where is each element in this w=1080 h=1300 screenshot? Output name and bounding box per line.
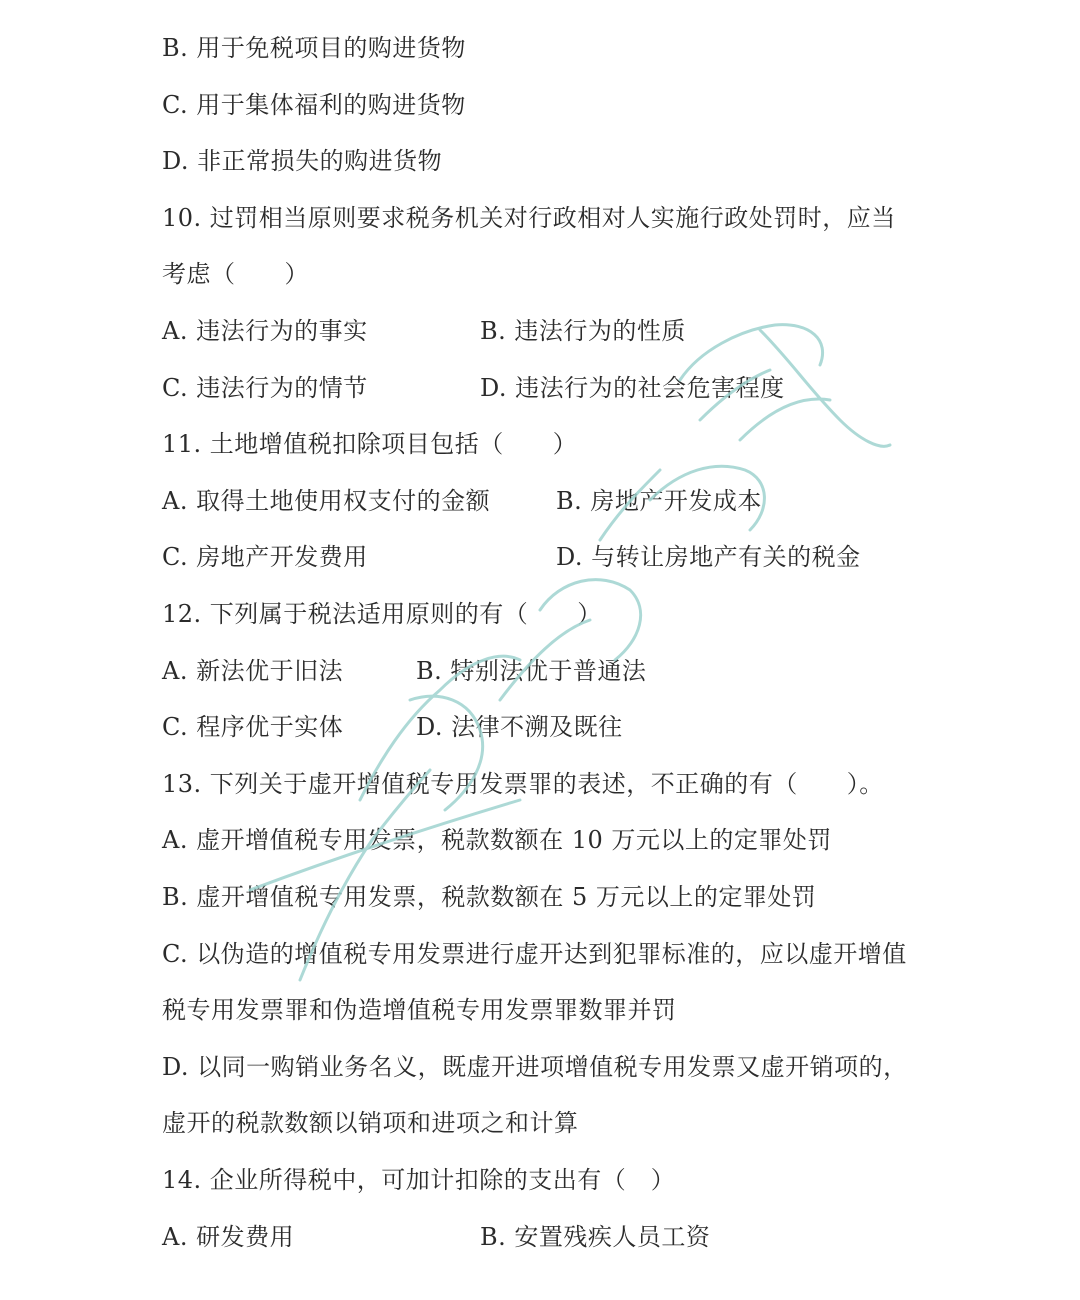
question-12: 12. 下列属于税法适用原则的有（ ） <box>162 600 602 628</box>
option-13c-cont: 税专用发票罪和伪造增值税专用发票罪数罪并罚 <box>162 996 677 1024</box>
option-12d: D. 法律不溯及既往 <box>416 713 623 741</box>
option-9d: D. 非正常损失的购进货物 <box>162 147 443 175</box>
option-13c: C. 以伪造的增值税专用发票进行虚开达到犯罪标准的，应以虚开增值 <box>162 940 907 968</box>
option-13d-cont: 虚开的税款数额以销项和进项之和计算 <box>162 1109 579 1137</box>
option-13b: B. 虚开增值税专用发票，税款数额在 5 万元以上的定罪处罚 <box>162 883 817 911</box>
option-14b: B. 安置残疾人员工资 <box>480 1223 711 1251</box>
option-12a: A. 新法优于旧法 <box>162 657 344 685</box>
option-row-11ab <box>162 481 762 521</box>
option-10a: A. 违法行为的事实 <box>162 317 368 345</box>
option-11c: C. 房地产开发费用 <box>162 543 368 571</box>
question-13: 13. 下列关于虚开增值税专用发票罪的表述，不正确的有（ ）。 <box>162 770 884 798</box>
option-row-10ab <box>162 311 686 351</box>
option-11b: B. 房地产开发成本 <box>556 487 762 515</box>
option-row-10cd <box>162 368 785 408</box>
option-row-11cd <box>162 537 861 577</box>
option-10c: C. 违法行为的情节 <box>162 374 368 402</box>
option-row-12ab <box>162 651 647 691</box>
option-row-14ab <box>162 1217 711 1257</box>
question-11: 11. 土地增值税扣除项目包括（ ） <box>162 430 578 458</box>
option-10d: D. 违法行为的社会危害程度 <box>480 374 785 402</box>
question-14: 14. 企业所得税中，可加计扣除的支出有（ ） <box>162 1166 676 1194</box>
option-9b: B. 用于免税项目的购进货物 <box>162 34 466 62</box>
question-10-cont: 考虑（ ） <box>162 260 309 288</box>
question-10: 10. 过罚相当原则要求税务机关对行政相对人实施行政处罚时，应当 <box>162 204 896 232</box>
option-12c: C. 程序优于实体 <box>162 713 344 741</box>
option-row-12cd <box>162 707 623 747</box>
option-11d: D. 与转让房地产有关的税金 <box>556 543 861 571</box>
option-14a: A. 研发费用 <box>162 1223 295 1251</box>
option-13d: D. 以同一购销业务名义，既虚开进项增值税专用发票又虚开销项的， <box>162 1053 908 1081</box>
option-13a: A. 虚开增值税专用发票，税款数额在 10 万元以上的定罪处罚 <box>162 826 832 854</box>
option-9c: C. 用于集体福利的购进货物 <box>162 91 466 119</box>
option-10b: B. 违法行为的性质 <box>480 317 686 345</box>
option-11a: A. 取得土地使用权支付的金额 <box>162 487 491 515</box>
option-12b: B. 特别法优于普通法 <box>416 657 647 685</box>
